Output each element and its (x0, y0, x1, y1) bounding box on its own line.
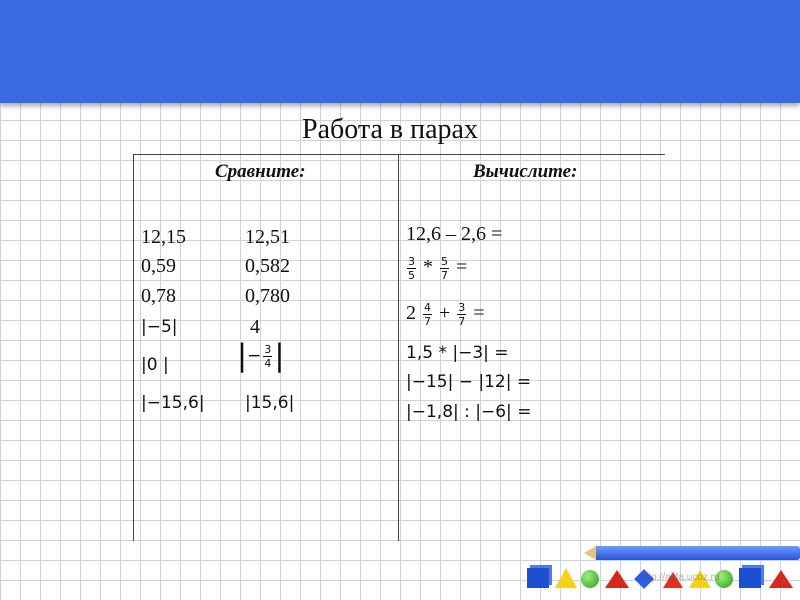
pencil-icon (596, 546, 800, 560)
calc-row-3: 2 $\frac{4}{7}$ + $\frac{3}{7}$ = (406, 301, 485, 328)
fraction: $\frac{3}{7}$ (458, 301, 466, 328)
header-banner (0, 0, 800, 103)
table-divider (398, 155, 399, 541)
green-sphere-icon (581, 570, 599, 588)
compare-row-3-left: 0,78 (141, 285, 176, 307)
red-pyramid-icon (769, 570, 793, 588)
calc-row-5: |−15| − |12| = (406, 372, 532, 392)
yellow-triangle-icon (555, 568, 577, 588)
calc-row-2: $\frac{3}{5}$ * $\frac{5}{7}$ = (408, 255, 468, 282)
fraction: $\frac{3}{4}$ (264, 343, 272, 370)
abs-bar-left: | (237, 338, 248, 374)
calc-row-4: 1,5 * |−3| = (406, 343, 509, 363)
compare-row-6-right: |15,6| (245, 393, 295, 413)
compare-row-4-left: |−5| (141, 317, 178, 337)
compare-row-1-left: 12,15 (141, 226, 186, 248)
fraction: $\frac{4}{7}$ (424, 301, 431, 328)
compare-row-4-right: 4 (250, 316, 260, 338)
fraction: $\frac{3}{5}$ (408, 255, 415, 282)
compare-row-2-left: 0,59 (141, 255, 176, 277)
blue-cube-icon (527, 568, 549, 588)
compare-row-5-right: |− $\frac{3}{4}$ | (237, 338, 285, 374)
watermark: http://aida.ucoz.ru (640, 572, 720, 583)
blue-cube-icon (739, 568, 761, 588)
compare-row-5-left: |0 | (141, 355, 169, 375)
table-left-border (133, 155, 134, 541)
compare-row-1-right: 12,51 (245, 226, 290, 248)
calc-row-1: 12,6 – 2,6 = (406, 223, 503, 245)
compare-row-3-right: 0,780 (245, 285, 290, 307)
red-pyramid-icon (605, 570, 629, 588)
fraction: $\frac{5}{7}$ (441, 255, 448, 282)
slide-title: Работа в парах (302, 114, 478, 145)
calc-row-6: |−1,8| : |−6| = (406, 402, 532, 422)
compare-row-6-left: |−15,6| (141, 393, 205, 413)
compare-header: Сравните: (215, 161, 306, 182)
abs-bar-right: | (274, 338, 285, 374)
compare-row-2-right: 0,582 (245, 255, 290, 277)
calculate-header: Вычислите: (473, 161, 578, 182)
exercise-table (133, 154, 665, 541)
pencil-tip-icon (584, 546, 596, 560)
